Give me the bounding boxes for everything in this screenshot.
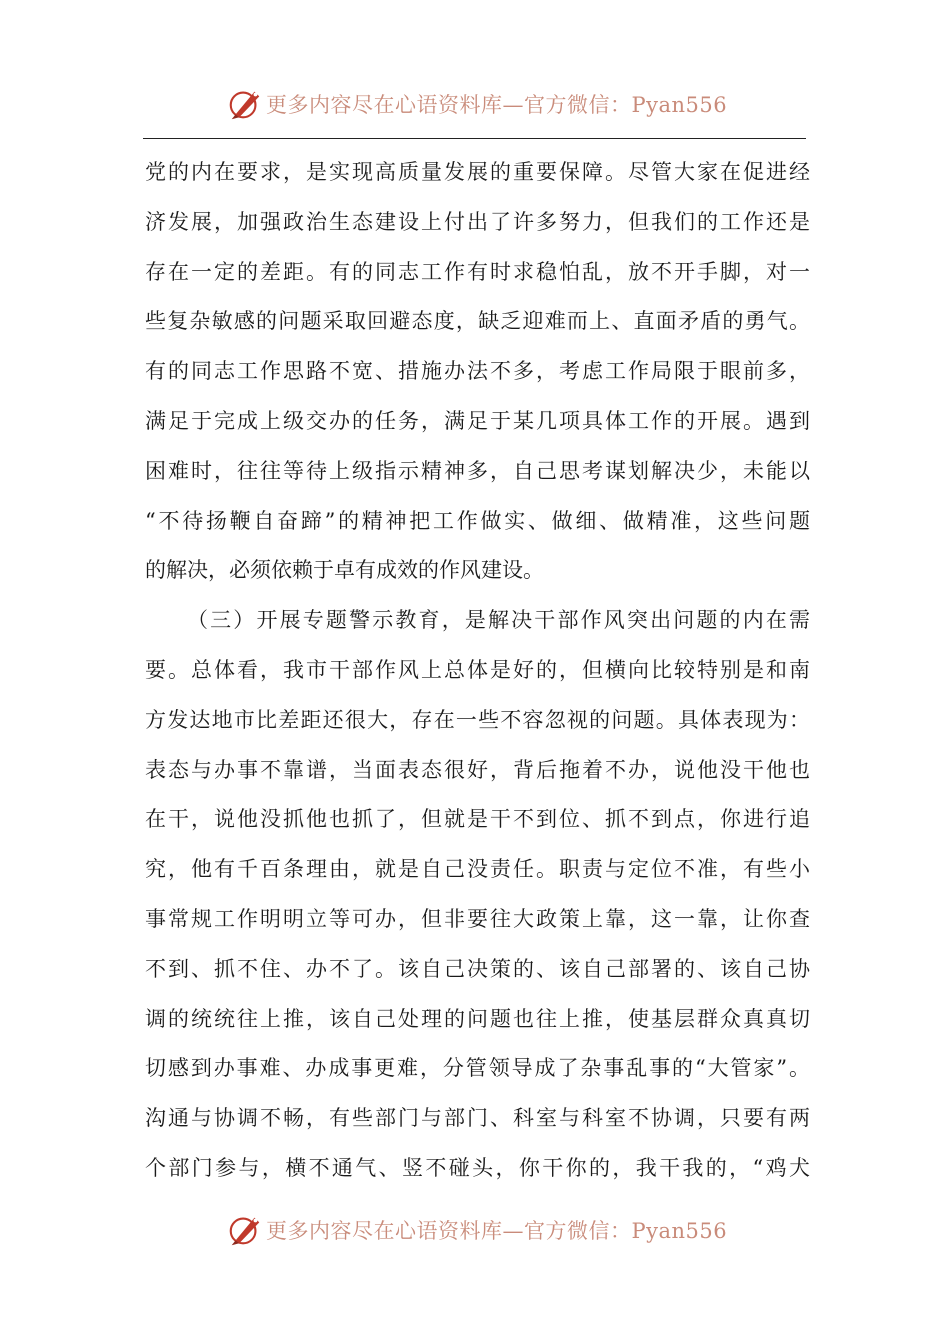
section-heading-line: （三）开展专题警示教育，是解决干部作风突出问题的内在需	[187, 608, 810, 633]
text-line: 调的统统往上推，该自己处理的问题也往上推，使基层群众真真切	[145, 1006, 810, 1031]
text-line: “不待扬鞭自奋蹄”的精神把工作做实、做细、做精准，这些问题	[145, 508, 810, 533]
text-line: 事常规工作明明立等可办，但非要往大政策上靠，这一靠，让你查	[145, 906, 810, 931]
text-line: 表态与办事不靠谱，当面表态很好，背后拖着不办，说他没干他也	[145, 757, 810, 782]
text-line: 方发达地市比差距还很大，存在一些不容忽视的问题。具体表现为：	[145, 707, 810, 732]
text-line: 满足于完成上级交办的任务，满足于某几项具体工作的开展。遇到	[145, 408, 810, 433]
pen-nib-icon	[226, 85, 264, 123]
footer-banner-text: 更多内容尽在心语资料库—官方微信：Pyan556	[266, 1219, 728, 1243]
text-line: 个部门参与，横不通气、竖不碰头，你干你的，我干我的，“鸡犬	[145, 1155, 810, 1180]
footer-banner-inner	[226, 1210, 727, 1250]
pen-nib-icon	[226, 1211, 264, 1249]
text-line: 党的内在要求，是实现高质量发展的重要保障。尽管大家在促进经	[145, 160, 810, 184]
footer-banner	[0, 1210, 950, 1250]
text-line: 在干，说他没抓他也抓了，但就是干不到位、抓不到点，你进行追	[145, 807, 810, 832]
text-line: 切感到办事难、办成事更难，分管领导成了杂事乱事的“大管家”。	[145, 1056, 810, 1081]
text-line: 要。总体看，我市干部作风上总体是好的，但横向比较特别是和南	[145, 657, 810, 682]
text-line: 不到、抓不住、办不了。该自己决策的、该自己部署的、该自己协	[145, 956, 810, 981]
text-line: 沟通与协调不畅，有些部门与部门、科室与科室不协调，只要有两	[145, 1106, 810, 1131]
document-body	[145, 148, 810, 1194]
header-banner-inner	[226, 84, 727, 124]
text-line: 些复杂敏感的问题采取回避态度，缺乏迎难而上、直面矛盾的勇气。	[145, 309, 810, 334]
text-line: 存在一定的差距。有的同志工作有时求稳怕乱，放不开手脚，对一	[145, 259, 810, 284]
header-divider	[143, 138, 806, 139]
header-banner-text: 更多内容尽在心语资料库—官方微信：Pyan556	[266, 93, 728, 117]
header-banner	[0, 84, 950, 124]
text-line: 有的同志工作思路不宽、措施办法不多，考虑工作局限于眼前多，	[145, 359, 810, 384]
text-line: 困难时，往往等待上级指示精神多，自己思考谋划解决少，未能以	[145, 458, 810, 483]
text-line: 济发展，加强政治生态建设上付出了许多努力，但我们的工作还是	[145, 209, 810, 234]
text-line: 的解决，必须依赖于卓有成效的作风建设。	[145, 558, 544, 583]
text-line: 究，他有千百条理由，就是自己没责任。职责与定位不准，有些小	[145, 857, 810, 882]
